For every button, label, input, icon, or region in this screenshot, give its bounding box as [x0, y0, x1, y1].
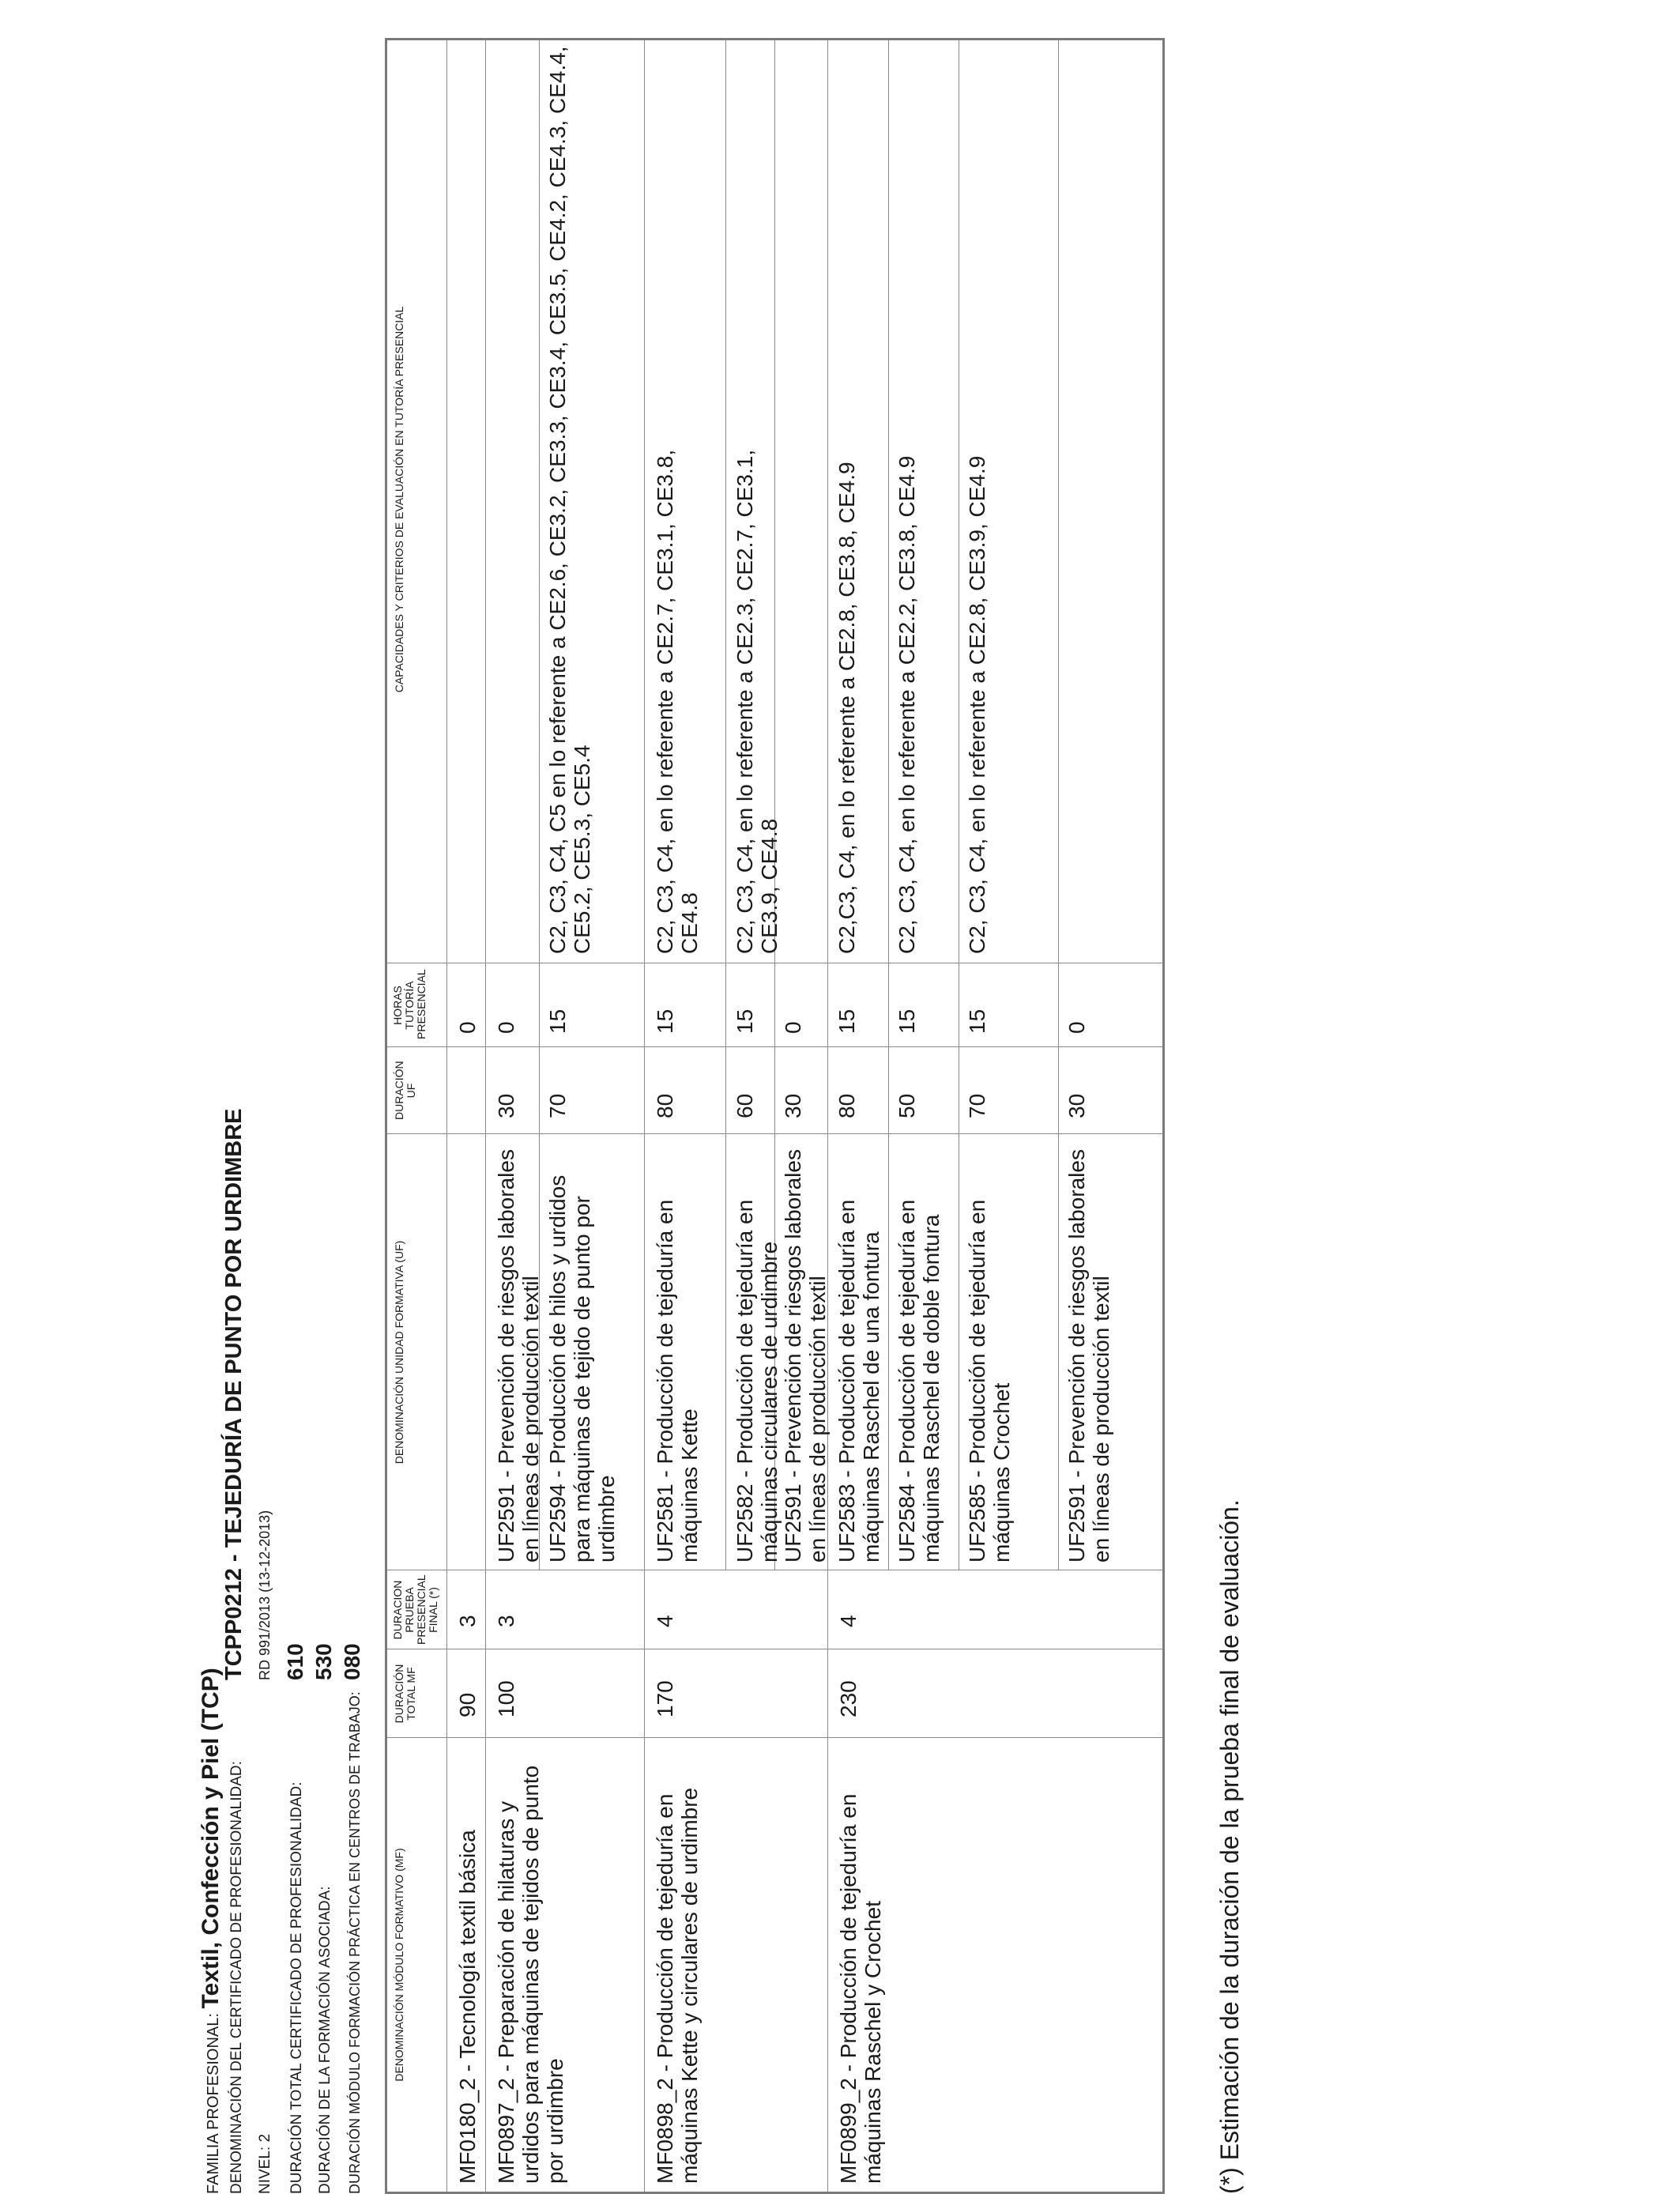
unit-horas: 15	[653, 1008, 677, 1034]
module-total: 170	[653, 1680, 677, 1717]
unit-duracion: 80	[834, 1093, 859, 1118]
module-total: 100	[494, 1680, 518, 1717]
unit-name: UF2584 - Producción de tejeduría en máquinas Raschel de doble fontura	[895, 1199, 944, 1563]
unit-capacidades: C2,C3, C4, en lo referente a CE2.8, CE3.8, CE4.9	[834, 462, 859, 954]
denominacion-label: DENOMINACIÓN DEL CERTIFICADO DE PROFESIONALIDAD:	[228, 1761, 245, 2194]
document-header	[0, 0, 379, 2194]
unit-duracion: 60	[733, 1093, 757, 1118]
unit-horas: 0	[455, 1021, 480, 1034]
module-name: MF0897_2 - Preparación de hilaturas y urdidos para máquinas de tejidos de punto por urdimbre	[494, 1765, 567, 2184]
unit-horas: 15	[834, 1008, 859, 1034]
nivel: NIVEL: 2	[257, 2133, 273, 2194]
unit-name: UF2591 - Prevención de riesgos laborales en líneas de producción textil	[781, 1149, 830, 1563]
unit-capacidades: C2, C3, C4, en lo referente a CE2.8, CE3.9, CE4.9	[965, 455, 989, 954]
unit-horas: 0	[1064, 1021, 1089, 1034]
unit-duracion: 30	[1064, 1093, 1089, 1118]
row-divider	[1058, 40, 1059, 1570]
header-capacidades: CAPACIDADES Y CRITERIOS DE EVALUACIÓN EN TUTORÍA PRESENCIAL	[393, 306, 405, 693]
duracion-formacion-value: 530	[311, 1643, 336, 1680]
unit-horas: 15	[545, 1008, 570, 1034]
header-divider	[446, 40, 447, 2192]
unit-duracion: 80	[653, 1093, 677, 1118]
unit-duracion: 30	[781, 1093, 805, 1118]
unit-name: UF2582 - Producción de tejeduría en máquinas circulares de urdimbre	[733, 1199, 782, 1563]
row-divider	[827, 40, 828, 2192]
unit-duracion: 70	[545, 1093, 570, 1118]
module-name: MF0899_2 - Producción de tejeduría en máquinas Raschel y Crochet	[836, 1793, 885, 2184]
module-total: 230	[836, 1680, 861, 1717]
unit-horas: 0	[781, 1021, 805, 1034]
unit-name: UF2581 - Producción de tejeduría en máquinas Kette	[653, 1199, 702, 1563]
header-prueba: DURACION PRUEBA PRESENCIAL FINAL (*)	[391, 1574, 439, 1645]
duracion-formacion-label: DURACIÓN DE LA FORMACIÓN ASOCIADA:	[317, 1886, 333, 2194]
unit-horas: 15	[733, 1008, 757, 1034]
unit-horas: 0	[494, 1021, 518, 1034]
header-uf: DENOMINACIÓN UNIDAD FORMATIVA (UF)	[393, 1240, 405, 1465]
module-name: MF0180_2 - Tecnología textil básica	[455, 1830, 480, 2184]
module-prueba: 3	[494, 1615, 518, 1627]
unit-capacidades: C2, C3, C4, en lo referente a CE2.2, CE3.8, CE4.9	[895, 455, 919, 954]
familia-profesional: FAMILIA PROFESIONAL: Textil, Confección y Piel (TCP)	[198, 1668, 224, 2194]
unit-horas: 15	[965, 1008, 989, 1034]
duracion-total-label: DURACIÓN TOTAL CERTIFICADO DE PROFESIONALIDAD:	[288, 1781, 305, 2194]
unit-duracion: 50	[895, 1093, 919, 1118]
duracion-total-value: 610	[283, 1643, 307, 1680]
unit-name: UF2583 - Producción de tejeduría en máquinas Raschel de una fontura	[834, 1199, 883, 1563]
unit-name: UF2591 - Prevención de riesgos laborales en líneas de producción textil	[494, 1149, 543, 1563]
header-total-mf: DURACIÓN TOTAL MF	[393, 1664, 417, 1724]
duracion-practica-value: 080	[340, 1643, 364, 1680]
module-prueba: 3	[455, 1615, 480, 1627]
row-divider	[725, 40, 726, 1570]
unit-duracion: 30	[494, 1093, 518, 1118]
row-divider	[485, 40, 486, 2192]
modules-table	[385, 38, 1165, 2194]
module-total: 90	[455, 1692, 480, 1717]
unit-capacidades: C2, C3, C4, en lo referente a CE2.7, CE3.1, CE3.8, CE4.8	[653, 449, 702, 954]
unit-name: UF2585 - Producción de tejeduría en máquinas Crochet	[965, 1199, 1014, 1563]
unit-horas: 15	[895, 1008, 919, 1034]
footnote: (*) Estimación de la duración de la prueba final de evaluación.	[1215, 1499, 1244, 2194]
unit-duracion: 70	[965, 1093, 989, 1118]
unit-name: UF2591 - Prevención de riesgos laborales en líneas de producción textil	[1064, 1149, 1113, 1563]
module-prueba: 4	[836, 1615, 861, 1627]
column-divider	[387, 1737, 1162, 1738]
real-decreto: RD 991/2013 (13-12-2013)	[257, 1510, 273, 1680]
unit-capacidades: C2, C3, C4, en lo referente a CE2.3, CE2.7, CE3.1, CE3.9, CE4.8	[733, 449, 782, 954]
module-name: MF0898_2 - Producción de tejeduría en máquinas Kette y circulares de urdimbre	[653, 1787, 702, 2184]
duracion-practica-label: DURACIÓN MÓDULO FORMACIÓN PRÁCTICA EN CENTROS DE TRABAJO:	[347, 1691, 363, 2194]
row-divider	[888, 40, 889, 1570]
unit-capacidades: C2, C3, C4, C5 en lo referente a CE2.6, CE3.2, CE3.3, CE3.4, CE3.5, CE4.2, CE4.3, CE4.4, CE5.2, CE5.3, CE5.4	[545, 46, 594, 954]
header-mf: DENOMINACIÓN MÓDULO FORMATIVO (MF)	[393, 1848, 405, 2082]
certificado-title: TCPP0212 - TEJEDURÍA DE PUNTO POR URDIMBRE	[221, 1108, 247, 1680]
header-horas: HORAS TUTORÍA PRESENCIAL	[391, 969, 428, 1039]
unit-name: UF2594 - Producción de hilos y urdidos para máquinas de tejido de punto por urdimbre	[545, 1174, 619, 1563]
module-prueba: 4	[653, 1615, 677, 1627]
row-divider	[644, 40, 645, 2192]
header-duracion-uf: DURACIÓN UF	[393, 1061, 417, 1120]
